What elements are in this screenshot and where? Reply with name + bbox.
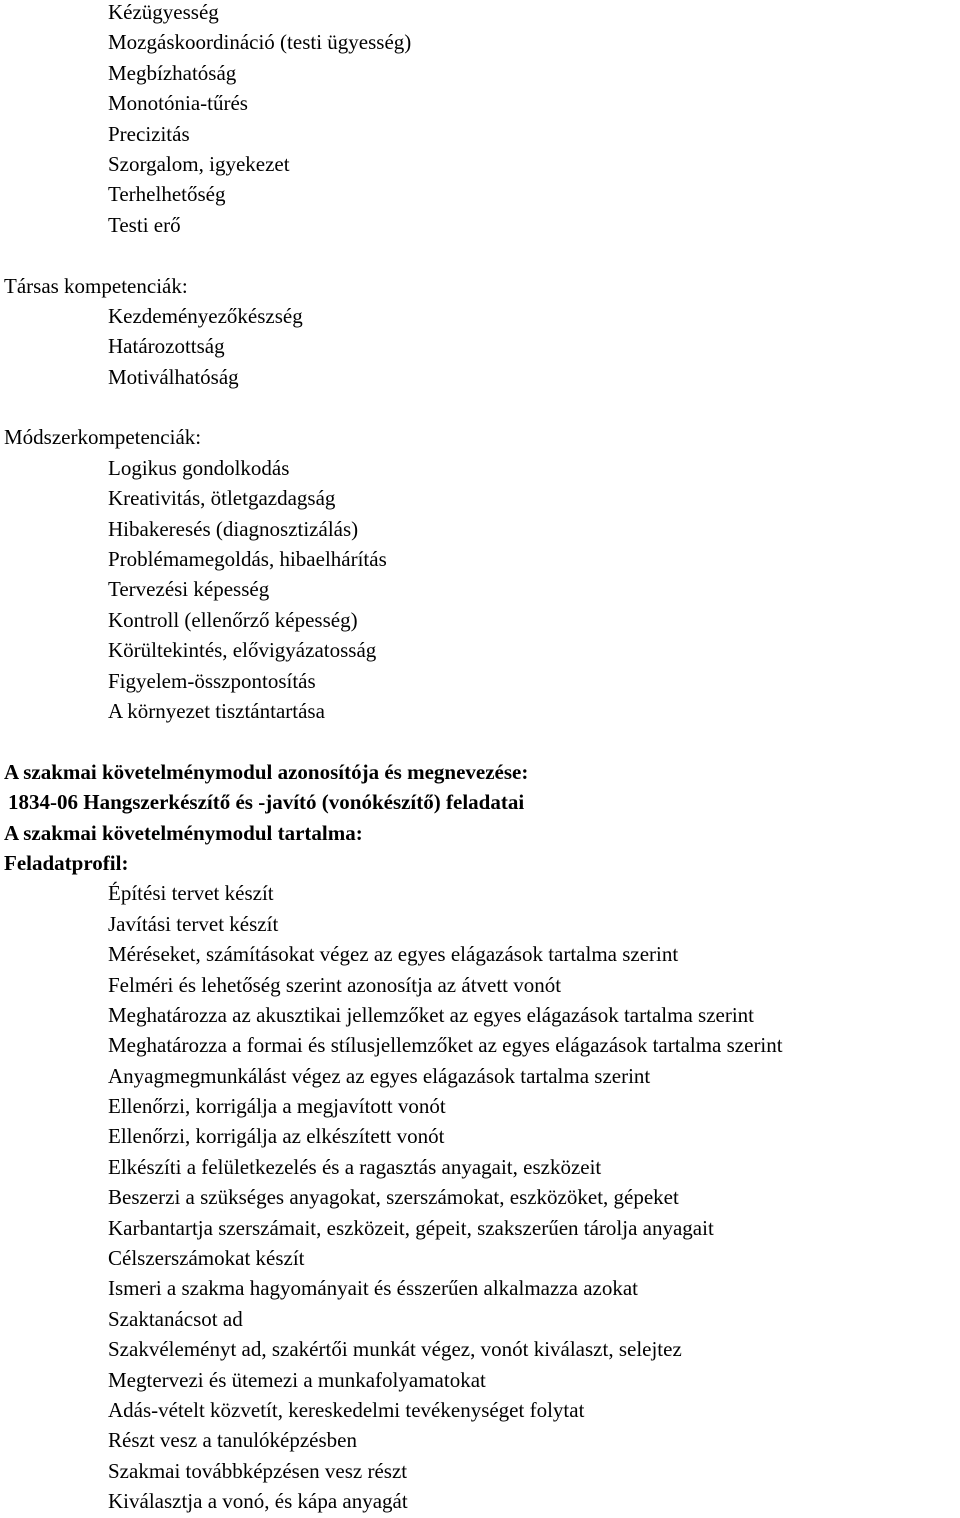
list-item: Határozottság [108,334,225,359]
list-item: Körültekintés, elővigyázatosság [108,638,377,663]
list-item: Hibakeresés (diagnosztizálás) [108,516,359,541]
spacer [0,726,960,756]
list-item: Részt vesz a tanulóképzésben [108,1428,357,1453]
list-item: Építési tervet készít [108,881,274,906]
section-heading-method: Módszerkompetenciák: [4,425,202,450]
spacer [0,392,960,422]
list-item: Beszerzi a szükséges anyagokat, szerszámokat, eszközöket, gépeket [108,1185,679,1210]
list-item: Javítási tervet készít [108,911,279,936]
module-id-value: 1834-06 Hangszerkészítő és -javító (vonókészítő) feladatai [8,790,525,815]
list-item: Meghatározza a formai és stílusjellemzőket az egyes elágazások tartalma szerint [108,1033,783,1058]
list-item: Meghatározza az akusztikai jellemzőket az egyes elágazások tartalma szerint [108,1002,754,1027]
task-profile-heading: Feladatprofil: [4,850,129,875]
list-item: Megbízhatóság [108,60,237,85]
module-section [0,757,960,1517]
competency-section-social [0,271,960,393]
list-item: A környezet tisztántartása [108,698,325,723]
list-item: Méréseket, számításokat végez az egyes elágazások tartalma szerint [108,942,679,967]
list-item: Szorgalom, igyekezet [108,151,290,176]
list-item: Logikus gondolkodás [108,455,290,480]
list-item: Problémamegoldás, hibaelhárítás [108,547,387,572]
list-item: Karbantartja szerszámait, eszközeit, gépeit, szakszerűen tárolja anyagait [108,1215,714,1240]
list-item: Megtervezi és ütemezi a munkafolyamatokat [108,1367,486,1392]
task-profile-list [0,878,960,1516]
list-item: Szaktanácsot ad [108,1306,243,1331]
list-item: Elkészíti a felületkezelés és a ragasztás anyagait, eszközeit [108,1154,602,1179]
list-item: Ellenőrzi, korrigálja az elkészített vonót [108,1124,445,1149]
section-heading-social: Társas kompetenciák: [4,273,188,298]
list-item: Kontroll (ellenőrző képesség) [108,607,358,632]
list-item: Tervezési képesség [108,577,270,602]
list-item: Precizitás [108,121,190,146]
list-item: Kreativitás, ötletgazdagság [108,486,336,511]
list-item: Ismeri a szakma hagyományait és ésszerűen alkalmazza azokat [108,1276,638,1301]
list-item: Felméri és lehetőség szerint azonosítja az átvett vonót [108,972,562,997]
list-item: Ellenőrzi, korrigálja a megjavított vonót [108,1094,446,1119]
list-item: Célszerszámokat készít [108,1246,305,1271]
list-item: Figyelem-összpontosítás [108,668,316,693]
list-item: Szakmai továbbképzésen vesz részt [108,1458,408,1483]
list-item: Kezdeményezőkészség [108,303,303,328]
module-content-heading: A szakmai követelménymodul tartalma: [4,820,363,845]
spacer [0,240,960,270]
module-id-heading: A szakmai követelménymodul azonosítója és megnevezése: [4,759,529,784]
list-item: Monotónia-tűrés [108,91,248,116]
list-item: Adás-vételt közvetít, kereskedelmi tevékenységet folytat [108,1397,585,1422]
list-item: Kézügyesség [108,0,219,24]
list-item: Terhelhetőség [108,182,226,207]
list-item: Anyagmegmunkálást végez az egyes elágazások tartalma szerint [108,1063,651,1088]
competency-section-method [0,422,960,726]
list-item: Testi erő [108,212,181,237]
list-item: Szakvéleményt ad, szakértői munkát végez, vonót kiválaszt, selejtez [108,1337,682,1362]
list-item: Motiválhatóság [108,364,239,389]
list-item: Kiválasztja a vonó, és kápa anyagát [108,1489,408,1514]
list-item: Mozgáskoordináció (testi ügyesség) [108,30,412,55]
competency-list-personal [0,0,960,240]
